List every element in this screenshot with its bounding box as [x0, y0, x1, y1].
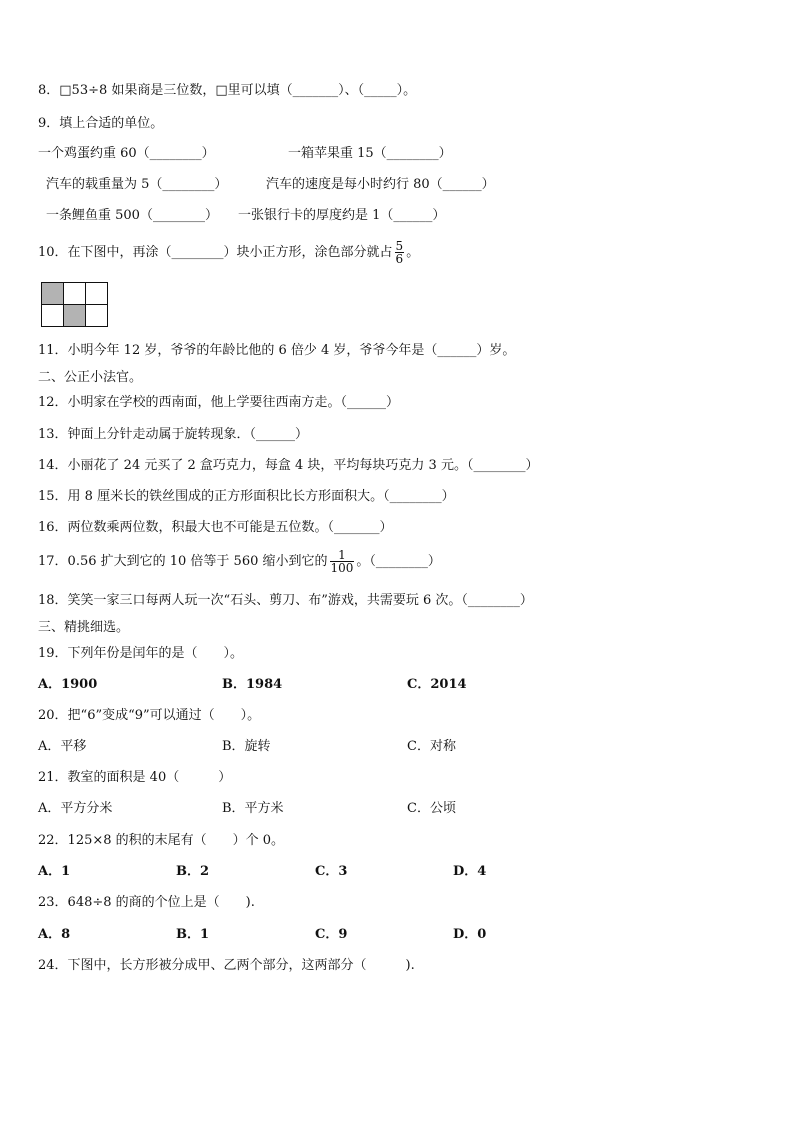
- option-c: C．2014: [407, 677, 467, 692]
- question-10: [38, 236, 419, 270]
- question-13: 13．钟面上分针走动属于旋转现象．（______）: [38, 427, 309, 442]
- option-c: C．3: [315, 864, 348, 879]
- question-14: 14．小丽花了 24 元买了 2 盒巧克力，每盒 4 块，平均每块巧克力 3 元。（________）: [38, 458, 539, 473]
- grid-cell: [86, 305, 108, 327]
- option-a: A．平方分米: [38, 801, 113, 816]
- question-9-item: 汽车的速度是每小时约行 80（______）: [266, 177, 495, 192]
- question-11: 11．小明今年 12 岁，爷爷的年龄比他的 6 倍少 4 岁，爷爷今年是（______）岁。: [38, 343, 516, 358]
- question-17-text: 17．0.56 扩大到它的 10 倍等于 560 缩小到它的: [38, 554, 328, 569]
- grid-cell: [64, 283, 86, 305]
- fraction-numerator: 5: [395, 239, 404, 253]
- option-a: A．8: [38, 927, 71, 942]
- square-grid-figure: [41, 282, 108, 327]
- option-b: B．平方米: [222, 801, 284, 816]
- question-24: 24．下图中，长方形被分成甲、乙两个部分，这两部分（ ).: [38, 958, 415, 973]
- question-9-item: 一箱苹果重 15（________）: [288, 146, 452, 161]
- question-18: 18．笑笑一家三口每两人玩一次“石头、剪刀、布”游戏，共需要玩 6 次。（________）: [38, 593, 533, 608]
- option-d: D．0: [453, 927, 487, 942]
- grid-cell-shaded: [64, 305, 86, 327]
- question-20: 20．把“6”变成“9”可以通过（ ）。: [38, 708, 261, 723]
- fraction-one-hundredth: [330, 549, 355, 574]
- option-b: B．旋转: [222, 739, 271, 754]
- question-9-item: 一条鲤鱼重 500（________）: [46, 208, 218, 223]
- option-a: A．1900: [38, 677, 98, 692]
- fraction-numerator: 1: [338, 548, 346, 562]
- fraction-denominator: 100: [330, 561, 354, 575]
- question-9-item: 一张银行卡的厚度约是 1（______）: [238, 208, 446, 223]
- question-21: 21．教室的面积是 40（ ）: [38, 770, 232, 785]
- option-a: A．平移: [38, 739, 87, 754]
- question-8: 8．□53÷8 如果商是三位数，□里可以填（_______）、（_____）。: [38, 83, 417, 98]
- section-3-title: 三、精挑细选。: [38, 620, 130, 635]
- question-9-title: 9．填上合适的单位。: [38, 116, 164, 131]
- question-17: [38, 545, 441, 579]
- option-b: B．1: [176, 927, 210, 942]
- option-c: C．对称: [407, 739, 456, 754]
- option-b: B．1984: [222, 677, 283, 692]
- question-17-end: 。（________）: [356, 554, 441, 569]
- question-10-text: 10．在下图中，再涂（________）块小正方形，涂色部分就占: [38, 245, 393, 260]
- fraction-denominator: 6: [395, 252, 404, 266]
- question-22: 22．125×8 的积的末尾有（ ）个 0。: [38, 833, 285, 848]
- section-2-title: 二、公正小法官。: [38, 370, 143, 385]
- question-10-end: 。: [406, 245, 420, 260]
- question-23: 23．648÷8 的商的个位上是（ ).: [38, 895, 255, 910]
- question-15: 15．用 8 厘米长的铁丝围成的正方形面积比长方形面积大。（________）: [38, 489, 455, 504]
- fraction-five-sixths: [395, 240, 405, 265]
- question-19: 19．下列年份是闰年的是（ ）。: [38, 646, 244, 661]
- question-9-item: 汽车的载重量为 5（________）: [46, 177, 228, 192]
- question-16: 16．两位数乘两位数，积最大也不可能是五位数。（_______）: [38, 520, 393, 535]
- grid-cell: [86, 283, 108, 305]
- option-c: C．公顷: [407, 801, 456, 816]
- option-a: A．1: [38, 864, 71, 879]
- option-b: B．2: [176, 864, 210, 879]
- option-d: D．4: [453, 864, 487, 879]
- grid-cell: [42, 305, 64, 327]
- question-12: 12．小明家在学校的西南面，他上学要往西南方走。（______）: [38, 395, 400, 410]
- grid-cell-shaded: [42, 283, 64, 305]
- question-9-item: 一个鸡蛋约重 60（________）: [38, 146, 215, 161]
- option-c: C．9: [315, 927, 348, 942]
